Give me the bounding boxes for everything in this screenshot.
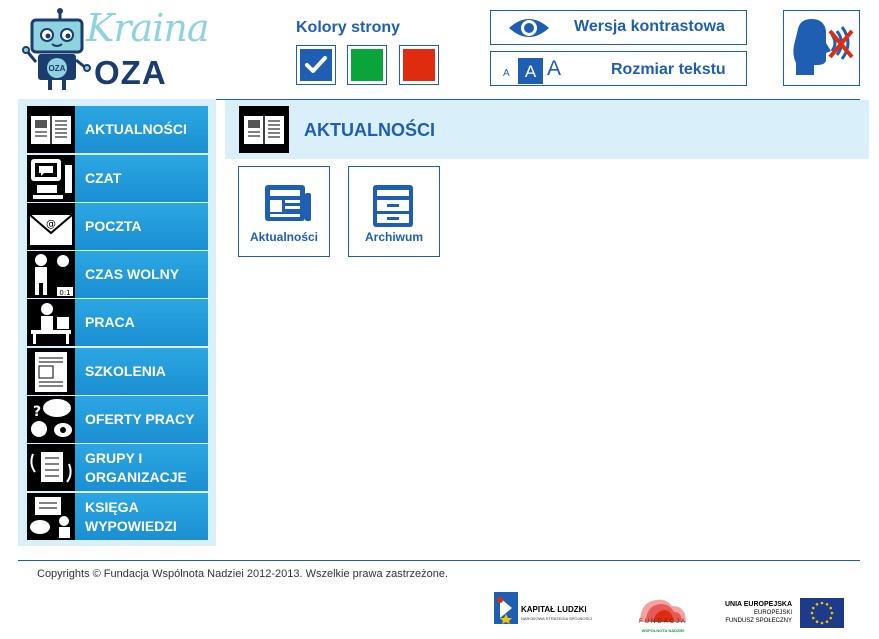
nav-item-szkolenia[interactable] (27, 348, 208, 395)
eu-flag-icon (800, 598, 844, 628)
tile-label: Archiwum (364, 230, 423, 244)
nav-item-label: AKTUALNOŚCI (85, 121, 187, 137)
contrast-version-label: Wersja kontrastowa (574, 18, 725, 35)
nav-item-poczta[interactable] (27, 203, 208, 250)
section-header (225, 100, 869, 159)
nav-item-ksiega-wypowiedzi[interactable] (27, 493, 208, 540)
training-document-icon (27, 348, 75, 395)
robot-mascot-icon (22, 6, 92, 92)
logo-text-kraina: Kraina (86, 6, 209, 50)
copyright-text: Copyrights © Fundacja Wspólnota Nadziei 2012-2013. Wszelkie prawa zastrzeżone. (37, 568, 449, 580)
nav-item-praca[interactable] (27, 299, 208, 346)
nav-item-czas-wolny[interactable] (27, 251, 208, 298)
text-size-medium-button[interactable]: A (518, 58, 543, 84)
kapital-ludzki-logo (494, 592, 604, 626)
fundacja-wspolnota-nadziei-logo (636, 592, 690, 636)
speech-off-icon (784, 11, 859, 85)
news-icon (263, 183, 313, 225)
svg-text:0:1: 0:1 (59, 289, 71, 297)
nav-item-label: OFERTY PRACY (85, 411, 195, 427)
nav-item-label: SZKOLENIA (85, 363, 166, 379)
newspaper-icon (27, 106, 75, 153)
logo-text-oza: OZA (94, 54, 167, 91)
groups-icon (27, 444, 75, 491)
job-offers-icon (27, 396, 75, 443)
fundacja-label: FUNDACJA (638, 619, 687, 625)
text-size-small-button[interactable]: A (503, 68, 510, 79)
free-time-icon (27, 251, 75, 298)
eye-icon (507, 14, 551, 42)
tile-aktualnosci[interactable] (238, 166, 330, 257)
nav-item-label: CZAT (85, 170, 122, 186)
tile-archiwum[interactable] (348, 166, 440, 257)
page-colors-title: Kolory strony (296, 19, 401, 36)
envelope-icon (27, 203, 75, 250)
site-logo[interactable] (22, 6, 209, 92)
nav-item-label: GRUPY I ORGANIZACJE (85, 449, 187, 485)
contrast-version-button[interactable] (490, 10, 747, 45)
text-size-label: Rozmiar tekstu (611, 61, 726, 78)
robot-badge-text: OZA (48, 64, 66, 73)
speech-toggle-button[interactable] (783, 10, 860, 86)
footer-divider (18, 560, 860, 561)
guestbook-icon (27, 493, 75, 540)
nav-item-aktualnosci[interactable] (27, 106, 208, 153)
archive-cabinet-icon (371, 183, 415, 229)
color-swatch-green[interactable] (347, 45, 387, 85)
page-title: AKTUALNOŚCI (304, 120, 435, 140)
chat-computer-icon (27, 155, 75, 202)
nav-item-czat[interactable] (27, 155, 208, 202)
checkmark-icon (304, 55, 328, 75)
nav-item-oferty-pracy[interactable] (27, 396, 208, 443)
eu-label-line3: FUNDUSZ SPOŁECZNY (725, 618, 792, 624)
nav-item-label: KSIĘGA WYPOWIEDZI (85, 498, 177, 534)
color-swatch-blue[interactable] (296, 45, 336, 85)
text-size-control (490, 51, 747, 86)
nav-item-label: POCZTA (85, 218, 142, 234)
kapital-ludzki-title: KAPITAŁ LUDZKI (521, 605, 587, 614)
wspolnota-nadziei-label: WSPÓLNOTA NADZIEI (641, 628, 685, 633)
svg-text:?: ? (33, 404, 42, 420)
color-swatch-red[interactable] (399, 45, 439, 85)
eu-label-line1: UNIA EUROPEJSKA (724, 601, 792, 608)
sidebar-nav (18, 99, 216, 546)
office-work-icon (27, 299, 75, 346)
tile-label: Aktualności (249, 230, 318, 244)
newspaper-icon (239, 106, 289, 153)
nav-item-grupy-i-organizacje[interactable] (27, 444, 208, 491)
eu-social-fund-logo (722, 597, 846, 631)
kapital-ludzki-subtitle: NARODOWA STRATEGIA SPÓJNOŚCI (521, 616, 593, 621)
svg-text:@: @ (46, 219, 56, 230)
eu-label-line2: EUROPEJSKI (753, 610, 792, 616)
nav-item-label: CZAS WOLNY (85, 266, 180, 282)
kapital-ludzki-emblem-icon (494, 592, 518, 624)
text-size-large-button[interactable]: A (547, 57, 562, 80)
nav-item-label: PRACA (85, 314, 135, 330)
